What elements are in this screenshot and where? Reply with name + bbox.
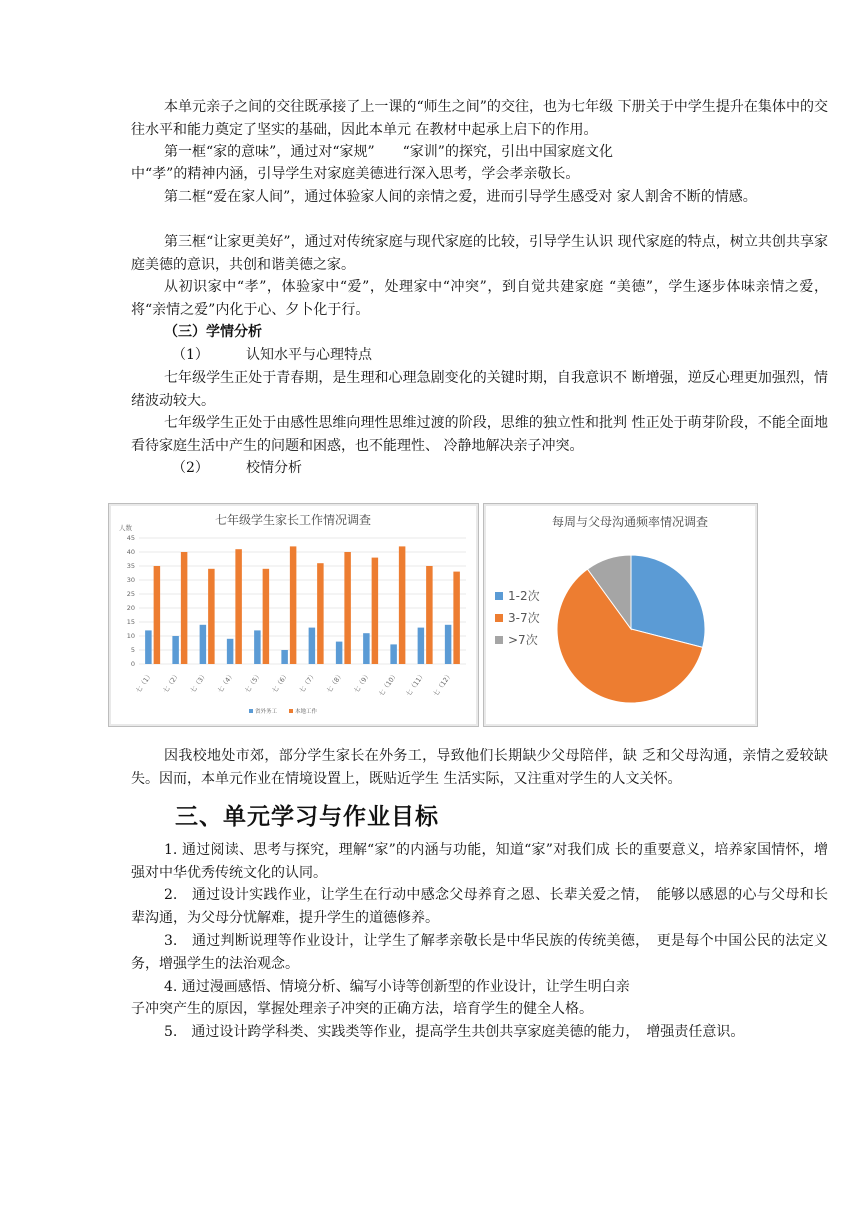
pie-legend-label: 3-7次 [508,611,540,625]
x-tick-label: 七（1） [134,670,155,695]
bar-out-of-province-7 [309,628,316,664]
section-heading-goals: 三、单元学习与作业目标 [175,803,439,830]
y-tick-label: 35 [126,562,135,571]
x-tick-label: 七（10） [377,670,400,698]
bar-local-11 [426,566,433,664]
bar-out-of-province-8 [336,642,343,664]
bar-out-of-province-3 [200,625,207,664]
bar-local-6 [290,546,297,664]
bar-local-9 [372,558,379,664]
x-tick-label: 七（5） [243,670,264,695]
bar-chart-parent-work [108,503,479,727]
bar-out-of-province-4 [227,639,234,664]
bar-out-of-province-10 [390,644,397,664]
goal-3: 3. 通过判断说理等作业设计，让学生了解孝亲敬长是中华民族的传统美德， 更是每个中国公民的法定义务，增强学生的法治观念。 [131,933,828,972]
bar-local-5 [263,569,270,664]
list-item-school: 校情分析 [246,460,302,476]
paragraph-situation-2: 七年级学生正处于由感性思维向理性思维过渡的阶段，思维的独立性和批判 性正处于萌芽阶段，不能全面地看待家庭生活中产生的问题和困惑，也不能理性、 冷静地解决亲子冲突。 [131,415,828,454]
pie-legend-swatch [495,636,503,644]
x-tick-label: 七（4） [215,670,237,695]
x-tick-label: 七（7） [297,670,318,695]
pie-chart-communication [483,503,758,727]
bar-out-of-province-6 [281,650,288,664]
y-tick-label: 5 [130,646,135,655]
y-tick-label: 15 [126,618,135,627]
bar-out-of-province-12 [445,625,452,664]
section-heading-situation: （三）学情分析 [164,324,262,340]
list-number-1: （1） [172,347,209,363]
x-tick-label: 七（2） [161,670,182,695]
goal-1: 1. 通过阅读、思考与探究，理解“家”的内涵与功能，知道“家”对我们成 长的重要意义，培养家国情怀，增强对中华优秀传统文化的认同。 [131,842,828,881]
paragraph-school-context: 因我校地处市郊，部分学生家长在外务工，导致他们长期缺少父母陪伴，缺 乏和父母沟通，亲情之爱较缺失。因而，本单元作业在情境设置上，既贴近学生 生活实际，又注重对学生的人文关怀。 [131,748,828,787]
bar-out-of-province-2 [172,636,179,664]
pie-legend-swatch [495,614,503,622]
list-number-2: （2） [172,460,209,476]
bar-out-of-province-5 [254,630,261,664]
x-tick-label: 七（3） [188,670,209,695]
bar-local-12 [453,572,460,664]
x-tick-label: 七（11） [404,670,427,698]
x-tick-label: 七（6） [270,670,291,695]
bar-local-7 [317,563,324,664]
goal-4-line1: 4. 通过漫画感悟、情境分析、编写小诗等创新型的作业设计，让学生明白亲 [164,979,630,995]
list-item-cognition: 认知水平与心理特点 [246,347,372,363]
paragraph-situation-1: 七年级学生正处于青春期，是生理和心理急剧变化的关键时期，自我意识不 断增强，逆反心理更加强烈，情绪波动较大。 [131,370,828,409]
x-tick-label: 七（8） [324,670,346,695]
bar-chart-svg [109,504,478,726]
goal-2: 2. 通过设计实践作业，让学生在行动中感念父母养育之恩、长辈关爱之情， 能够以感恩的心与父母和长辈沟通，为父母分忧解难，提升学生的道德修养。 [131,887,828,926]
bar-local-10 [399,546,406,664]
legend-label: 本地工作 [295,709,318,715]
paragraph-frame1-line1: 第一框“家的意味”，通过对“家规” “家训”的探究，引出中国家庭文化 [164,144,613,160]
x-tick-label: 七（9） [352,670,373,695]
bar-local-2 [181,552,188,664]
pie-legend-label: >7次 [508,633,538,647]
pie-chart-title: 每周与父母沟通频率情况调查 [551,515,709,529]
paragraph-frame2: 第二框“爱在家人间”，通过体验家人间的亲情之爱，进而引导学生感受对 家人割舍不断的情感。 [164,189,757,205]
y-tick-label: 0 [130,660,135,669]
pie-legend-swatch [495,592,503,600]
bar-chart-title: 七年级学生家长工作情况调查 [214,513,372,527]
paragraph-intro: 本单元亲子之间的交往既承接了上一课的“师生之间”的交往，也为七年级 下册关于中学生提升在集体中的交往水平和能力奠定了坚实的基础，因此本单元 在教材中起承上启下的作用。 [131,99,828,138]
y-tick-label: 25 [126,590,135,599]
y-tick-label: 20 [126,604,135,613]
pie-chart-svg [484,504,757,726]
y-tick-label: 45 [126,534,135,543]
paragraph-frame3: 第三框“让家更美好”，通过对传统家庭与现代家庭的比较，引导学生认识 现代家庭的特点，树立共创共享家庭美德的意识，共创和谐美德之家。 [131,234,828,273]
legend-label: 省外务工 [255,709,278,715]
bar-out-of-province-9 [363,633,370,664]
bar-out-of-province-1 [145,630,152,664]
y-tick-label: 40 [126,548,135,557]
pie-legend-label: 1-2次 [508,589,540,603]
bar-local-8 [344,552,351,664]
y-tick-label: 30 [126,576,135,585]
goal-5: 5. 通过设计跨学科类、实践类等作业，提高学生共创共享家庭美德的能力， 增强责任意识。 [164,1024,745,1040]
bar-out-of-province-11 [418,628,425,664]
x-tick-label: 七（12） [431,670,455,698]
paragraph-frame1-line2: 中“孝”的精神内涵，引导学生对家庭美德进行深入思考，学会孝亲敬长。 [131,166,580,182]
goal-4-line2: 子冲突产生的原因，掌握处理亲子冲突的正确方法，培育学生的健全人格。 [131,1001,593,1017]
bar-chart-ylabel: 人数 [119,524,132,532]
legend-swatch [289,709,293,713]
paragraph-summary: 从初识家中“孝”，体验家中“爱”，处理家中“冲突”，到自觉共建家庭 “美德”，学生逐步体味亲情之爱，将“亲情之爱”内化于心、夕卜化于行。 [131,279,828,318]
y-tick-label: 10 [126,632,135,641]
bar-local-4 [235,549,242,664]
bar-local-3 [208,569,215,664]
legend-swatch [249,709,253,713]
bar-local-1 [154,566,161,664]
